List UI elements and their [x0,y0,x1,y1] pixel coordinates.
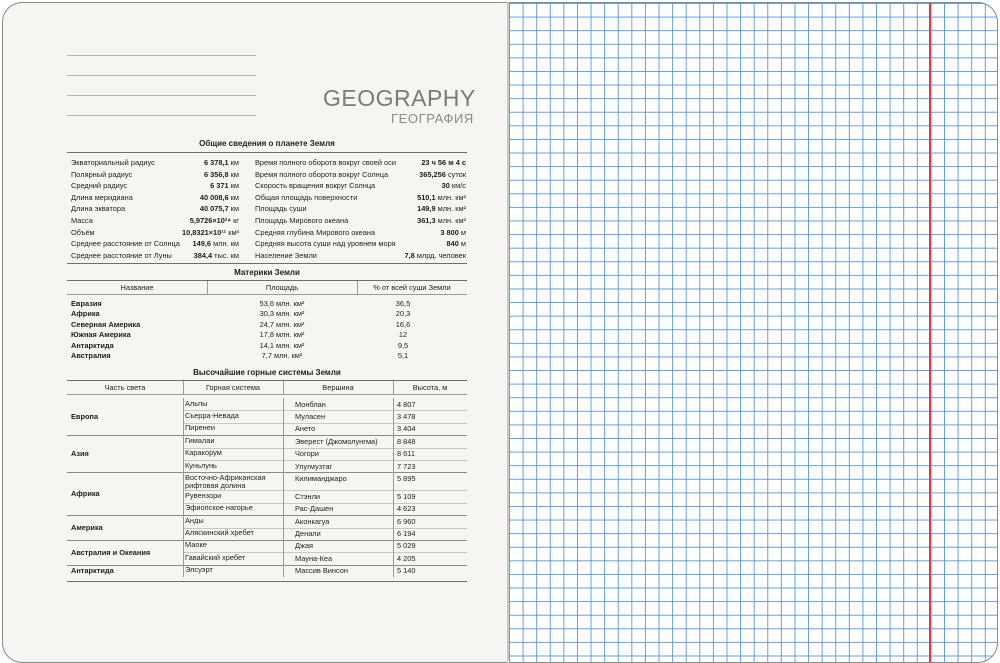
note-line [67,75,256,76]
continent-share: 9,5 [397,340,409,350]
mountain-height: 3 478 [397,411,416,421]
mountain-system: Каракорум [185,448,222,458]
column-divider [183,540,184,565]
general-number: 10,8321×10¹¹ [181,227,227,237]
general-unit: млн. км² [437,192,466,202]
continents-col-name: Название [120,283,154,292]
general-number: 40 008,6 [199,192,229,202]
general-row [71,250,239,262]
general-label: Общая площадь поверхности [255,192,358,202]
column-divider [393,515,394,540]
general-row [255,192,466,204]
continent-row [67,309,467,319]
mountain-height: 8 848 [397,436,416,446]
continent-name: Австралия [71,351,111,360]
general-label: Средняя глубина Мирового океана [255,227,376,237]
general-label: Длина меридиана [71,192,133,202]
general-row [255,215,466,227]
mountains-header-divider [183,381,184,394]
continent-area: 17,8 млн. км² [259,330,305,340]
continents-heading: Материки Земли [234,268,300,277]
mountain-system: Рувензори [185,490,222,500]
general-label: Масса [71,215,93,225]
general-value [181,180,239,192]
general-value [400,215,466,227]
mountain-system: Пиренеи [185,423,215,433]
continent-row [67,299,467,309]
red-margin-line [929,3,931,662]
general-unit: км [230,158,239,167]
general-unit: км [230,181,239,191]
general-label: Площадь Мирового океана [255,215,349,225]
general-bottom-rule [67,263,467,264]
continents-header-divider [357,281,358,294]
mountain-system: Аляскинский хребет [185,528,254,538]
mountain-peak: Аконкагуа [295,516,330,526]
general-label: Среднее расстояние от Солнца [71,239,180,249]
mountain-system: Гималаи [185,435,215,445]
general-value [181,250,239,262]
general-unit: м [460,227,466,237]
mountains-header-divider [393,381,394,394]
continents-header [67,283,467,293]
continent-share: 12 [398,330,408,340]
general-label: Население Земли [255,250,317,260]
general-label: Время полного оборота вокруг Солнца [255,169,389,179]
mountain-region: Антарктида [71,566,114,576]
continents-col-share: % от всей суши Земли [373,283,451,292]
general-value [181,203,239,215]
mountain-system: Сьерра-Невада [185,410,239,420]
general-number: 6 356,8 [203,169,229,179]
general-number: 365,256 [419,169,446,179]
general-top-rule [67,152,467,153]
mountains-col-peak: Вершина [322,383,354,392]
general-value [400,238,466,250]
mountains-header-rule [67,394,467,395]
column-divider [283,398,284,435]
column-divider [283,515,284,540]
continents-header-divider [207,281,208,294]
mountain-peak: Улугмузтаг [295,461,333,471]
mountains-col-region: Часть света [104,383,146,392]
general-value [181,157,239,169]
general-value [181,169,239,181]
column-divider [393,540,394,565]
mountain-region: Америка [71,523,103,533]
general-row [255,203,466,215]
continent-row [67,320,467,330]
general-number: 6 371 [210,181,229,191]
general-row [71,227,239,239]
general-number: 149,9 [417,204,436,214]
general-row [71,203,239,215]
general-row [255,227,466,239]
general-number: 7,8 [404,250,415,260]
mountain-system: Маоке [185,540,207,550]
mountain-system: Альпы [185,398,208,408]
general-label: Объём [71,227,95,237]
general-row [255,180,466,192]
mountain-height: 8 611 [397,449,415,459]
mountain-height: 6 194 [397,529,416,539]
general-label: Скорость вращения вокруг Солнца [255,181,376,191]
continent-area: 53,6 млн. км² [259,299,305,308]
general-value [181,215,239,227]
general-left-column [71,157,239,261]
mountains-col-system: Горная система [205,383,261,392]
mountain-height: 5 109 [397,491,416,501]
mountain-height: 3 404 [397,424,416,434]
general-number: 5,9726×10²⁴ [189,215,231,225]
general-number: 40 075,7 [199,204,229,214]
note-line [67,95,256,96]
general-unit: км/с [451,181,466,191]
column-divider [283,435,284,472]
mountain-system: Анды [185,515,204,525]
general-value [400,192,466,204]
mountain-system: Элсуэрт [185,565,213,575]
general-row [71,169,239,181]
general-value [400,203,466,215]
general-unit: суток [447,169,466,179]
mountain-height: 4 205 [397,553,416,563]
general-value [400,227,466,239]
general-number: 6 378,1 [203,158,229,167]
mountains-top-rule [67,380,467,381]
mountain-peak: Монблан [295,399,326,409]
column-divider [393,472,394,515]
continent-area: 7,7 млн. км² [261,351,303,360]
general-heading: Общие сведения о планете Земля [199,139,335,148]
column-divider [393,398,394,435]
mountain-region: Австралия и Океания [71,547,151,557]
mountains-col-height: Высота, м [412,383,448,392]
general-label: Площадь суши [255,204,307,214]
column-divider [183,435,184,472]
general-label: Полярный радиус [71,169,133,179]
general-row [71,157,239,169]
general-unit: млрд. человек [416,250,466,260]
left-page [2,2,508,663]
graph-paper-page[interactable] [509,2,998,663]
mountain-region: Азия [71,449,89,459]
mountains-heading: Высочайшие горные системы Земли [193,368,341,377]
column-divider [183,565,184,577]
general-row [255,250,466,262]
column-divider [283,565,284,577]
general-unit: км [230,204,239,214]
mountains-header [67,383,467,393]
general-number: 30 [441,181,450,191]
continents-top-rule [67,280,467,281]
mountain-peak: Чогори [295,449,319,459]
continent-share: 20,3 [395,309,411,319]
continent-share: 36,5 [395,299,411,308]
continent-area: 14,1 млн. км² [259,340,305,350]
general-number: 3 800 [440,227,459,237]
general-number: 510,1 [417,192,436,202]
continent-area: 24,7 млн. км² [259,319,305,329]
general-number: 361,3 [417,215,436,225]
title-english: GEOGRAPHY [323,85,476,111]
general-unit: млн. км² [437,215,466,225]
general-value [400,250,466,262]
general-unit: тыс. км [214,250,239,260]
mountains-bottom-rule [67,581,467,582]
note-line [67,115,256,116]
column-divider [183,472,184,515]
mountain-height: 6 960 [397,516,416,526]
continent-name: Южная Америка [71,330,131,340]
general-row [255,157,466,169]
general-unit: км [230,169,239,179]
continent-name: Северная Америка [71,319,141,329]
general-unit: млн. км² [437,204,466,214]
general-value [400,169,466,181]
general-unit: км³ [228,227,239,237]
general-row [71,238,239,250]
mountain-peak: Килиманджаро [295,473,347,483]
continents-col-area: Площадь [265,283,299,292]
general-number: 149,6 [192,239,212,249]
mountain-system: Восточно-Африканская рифтовая долина [185,472,266,491]
mountain-system: Эфиопское нагорье [185,503,253,513]
general-unit: млн. км [213,239,239,249]
general-label: Время полного оборота вокруг своей оси [255,158,396,167]
general-number: 23 ч 56 м 4 с [421,158,466,167]
mountains-header-divider [283,381,284,394]
mountain-system: Куньлунь [185,460,217,470]
general-value [181,227,239,239]
mountain-peak: Денали [295,529,321,539]
general-label: Экваториальный радиус [71,158,155,167]
continent-row [67,351,467,361]
general-label: Средний радиус [71,181,128,191]
general-right-column [255,157,466,261]
note-line [67,55,256,56]
general-unit: кг [233,215,239,225]
mountain-peak: Эверест (Джомолунгма) [295,436,378,446]
mountain-peak: Рас-Дашен [295,504,334,514]
continent-name: Африка [71,309,100,319]
continent-row [67,341,467,351]
continent-name: Евразия [71,299,102,308]
general-row [255,169,466,181]
continent-area: 30,3 млн. км² [259,309,305,319]
mountain-peak: Стэнли [295,491,321,501]
general-value [181,192,239,204]
general-row [71,215,239,227]
general-number: 840 [446,239,459,249]
mountain-region: Европа [71,412,99,422]
mountain-region: Африка [71,489,100,499]
general-unit: км [230,192,239,202]
column-divider [283,472,284,515]
mountain-height: 4 623 [397,504,416,514]
mountain-peak: Муласен [295,411,326,421]
column-divider [283,540,284,565]
column-divider [183,515,184,540]
general-unit: м [460,239,466,249]
continent-name: Антарктида [71,340,114,350]
title-russian: ГЕОГРАФИЯ [391,111,474,126]
general-value [400,180,466,192]
mountain-peak: Джая [295,541,314,551]
general-number: 384,4 [193,250,213,260]
continents-header-rule [67,294,467,295]
mountain-system: Гавайский хребет [185,552,246,562]
mountain-peak: Ането [295,424,316,434]
mountain-height: 5 140 [397,566,416,576]
mountain-peak: Массив Винсон [295,566,348,576]
column-divider [393,565,394,577]
mountain-peak: Мауна-Кеа [295,553,333,563]
general-row [71,180,239,192]
general-value [400,157,466,169]
general-label: Среднее расстояние от Луны [71,250,172,260]
general-row [71,192,239,204]
mountain-height: 5 029 [397,541,416,551]
mountain-height: 4 807 [397,399,416,409]
general-value [181,238,239,250]
column-divider [183,398,184,435]
continent-row [67,330,467,340]
mountain-height: 5 895 [397,473,416,483]
mountain-height: 7 723 [397,461,416,471]
general-label: Длина экватора [71,204,126,214]
column-divider [393,435,394,472]
general-row [255,238,466,250]
general-label: Средняя высота суши над уровнем моря [255,239,396,249]
continent-share: 5,1 [397,351,409,360]
continent-share: 16,6 [395,319,411,329]
note-lines [67,55,256,135]
